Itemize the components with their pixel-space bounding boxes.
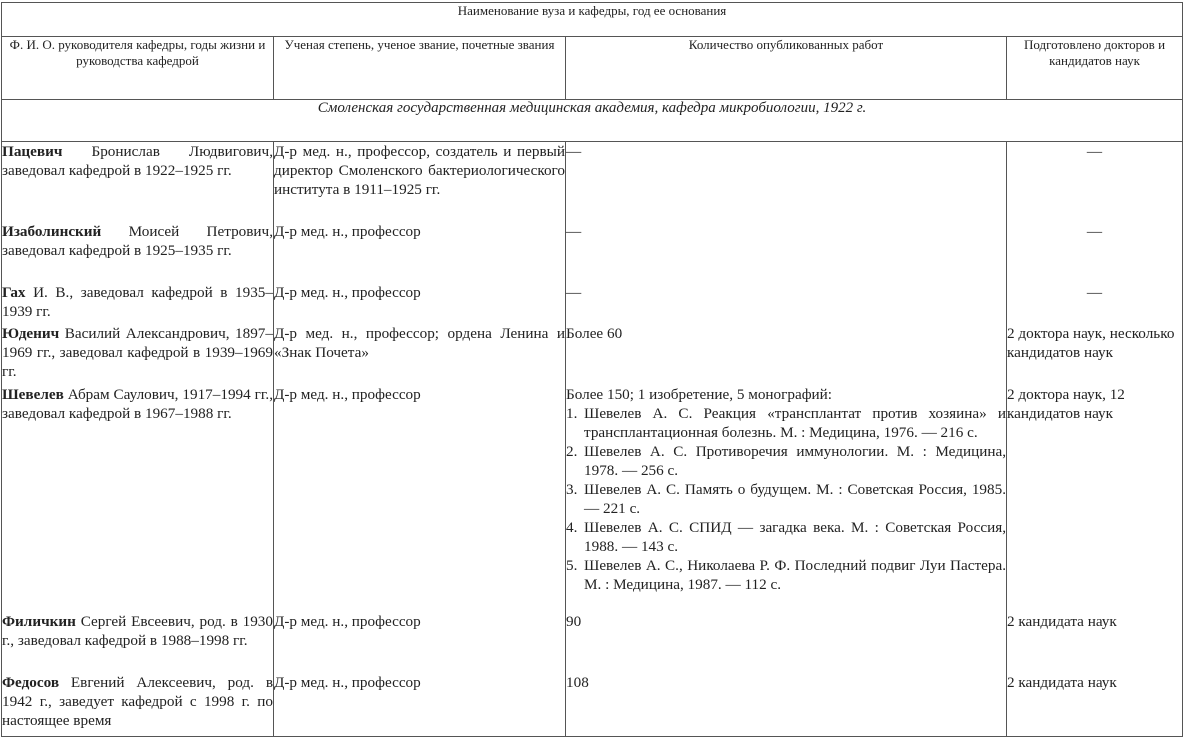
table-row bbox=[2, 673, 1183, 737]
person-details: Бронислав Людвигович, заведовал кафедрой в 1922–1925 гг. bbox=[2, 143, 273, 179]
monograph-number: 2. bbox=[566, 442, 578, 460]
trained-cell: 2 доктора наук, 12 кандидатов наук bbox=[1007, 385, 1183, 612]
surname: Изаболинский bbox=[2, 222, 102, 240]
publications-cell bbox=[566, 385, 1007, 612]
monograph-item bbox=[566, 480, 1006, 518]
table-row bbox=[2, 385, 1183, 612]
monograph-text: Шевелев А. С. Память о будущем. М. : Советская Россия, 1985. — 221 с. bbox=[584, 480, 1006, 517]
surname: Шевелев bbox=[2, 385, 64, 403]
monograph-text: Шевелев А. С., Николаева Р. Ф. Последний подвиг Луи Пастера. М. : Медицина, 1987. — 112 с. bbox=[584, 556, 1006, 593]
person-details: И. В., заведовал кафедрой в 1935–1939 гг. bbox=[2, 283, 273, 320]
heads-of-department-table bbox=[1, 2, 1183, 737]
monograph-list bbox=[566, 404, 1006, 594]
surname: Филичкин bbox=[2, 612, 76, 630]
degree-cell: Д-р мед. н., профессор bbox=[274, 385, 566, 612]
column-header-publications: Количество опубликованных работ bbox=[566, 37, 1007, 100]
name-cell bbox=[2, 324, 274, 385]
publications-cell: — bbox=[566, 283, 1007, 324]
name-cell bbox=[2, 385, 274, 612]
monograph-text: Шевелев А. С. Реакция «трансплантат против хозяина» и трансплантационная болезнь. М. : Медицина, 1976. — 216 с. bbox=[584, 404, 1006, 441]
trained-cell: 2 кандидата наук bbox=[1007, 673, 1183, 737]
degree-cell: Д-р мед. н., профессор bbox=[274, 612, 566, 673]
surname: Гах bbox=[2, 283, 26, 301]
trained-cell: — bbox=[1007, 142, 1183, 222]
section-title: Смоленская государственная медицинская академия, кафедра микробиологии, 1922 г. bbox=[2, 100, 1183, 142]
table-title-header: Наименование вуза и кафедры, год ее основания bbox=[2, 3, 1183, 37]
publications-cell: — bbox=[566, 222, 1007, 283]
table-row bbox=[2, 283, 1183, 324]
degree-cell: Д-р мед. н., профессор bbox=[274, 222, 566, 283]
degree-cell: Д-р мед. н., профессор; ордена Ленина и «Знак Почета» bbox=[274, 324, 566, 385]
table-row bbox=[2, 612, 1183, 673]
table-title-row bbox=[2, 3, 1183, 37]
monograph-number: 3. bbox=[566, 480, 578, 498]
monograph-number: 5. bbox=[566, 556, 578, 574]
publications-cell: 90 bbox=[566, 612, 1007, 673]
publications-cell: 108 bbox=[566, 673, 1007, 737]
degree-cell: Д-р мед. н., профессор bbox=[274, 673, 566, 737]
trained-cell: — bbox=[1007, 222, 1183, 283]
person-details: Василий Александрович, 1897–1969 гг., заведовал кафедрой в 1939–1969 гг. bbox=[2, 324, 273, 380]
trained-cell: 2 доктора наук, несколько кандидатов наук bbox=[1007, 324, 1183, 385]
monograph-number: 1. bbox=[566, 404, 578, 422]
monograph-text: Шевелев А. С. Противоречия иммунологии. М. : Медицина, 1978. — 256 с. bbox=[584, 442, 1006, 479]
monograph-item bbox=[566, 518, 1006, 556]
name-cell bbox=[2, 673, 274, 737]
monograph-item bbox=[566, 442, 1006, 480]
column-header-degree: Ученая степень, ученое звание, почетные звания bbox=[274, 37, 566, 100]
monograph-item bbox=[566, 556, 1006, 594]
name-cell bbox=[2, 283, 274, 324]
publications-cell: — bbox=[566, 142, 1007, 222]
degree-cell: Д-р мед. н., профессор bbox=[274, 283, 566, 324]
person-details: Абрам Саулович, 1917–1994 гг., заведовал кафедрой в 1967–1988 гг. bbox=[2, 385, 273, 422]
monograph-text: Шевелев А. С. СПИД — загадка века. М. : Советская Россия, 1988. — 143 с. bbox=[584, 518, 1006, 555]
name-cell bbox=[2, 222, 274, 283]
trained-cell: 2 кандидата наук bbox=[1007, 612, 1183, 673]
name-cell bbox=[2, 612, 274, 673]
table-row bbox=[2, 324, 1183, 385]
column-header-trained: Подготовлено докторов и кандидатов наук bbox=[1007, 37, 1183, 100]
person-details: Моисей Петрович, заведовал кафедрой в 1925–1935 гг. bbox=[2, 222, 273, 259]
monograph-item bbox=[566, 404, 1006, 442]
name-cell bbox=[2, 142, 274, 222]
publications-summary: Более 150; 1 изобретение, 5 монографий: bbox=[566, 385, 833, 403]
person-details: Сергей Евсеевич, род. в 1930 г., заведовал кафедрой в 1988–1998 гг. bbox=[2, 612, 273, 649]
column-header-row bbox=[2, 37, 1183, 100]
trained-cell: — bbox=[1007, 283, 1183, 324]
publications-cell: Более 60 bbox=[566, 324, 1007, 385]
surname: Федосов bbox=[2, 673, 60, 691]
surname: Юденич bbox=[2, 324, 60, 342]
table-row bbox=[2, 142, 1183, 222]
degree-cell: Д-р мед. н., профессор, создатель и первый директор Смоленского бактериологического института в 1911–1925 гг. bbox=[274, 142, 566, 222]
person-details: Евгений Алексеевич, род. в 1942 г., заведует кафедрой с 1998 г. по настоящее время bbox=[2, 673, 273, 729]
monograph-number: 4. bbox=[566, 518, 578, 536]
surname: Пацевич bbox=[2, 143, 63, 160]
table-row bbox=[2, 222, 1183, 283]
column-header-name: Ф. И. О. руководителя кафедры, годы жизни и руководства кафедрой bbox=[2, 37, 274, 100]
section-row bbox=[2, 100, 1183, 142]
